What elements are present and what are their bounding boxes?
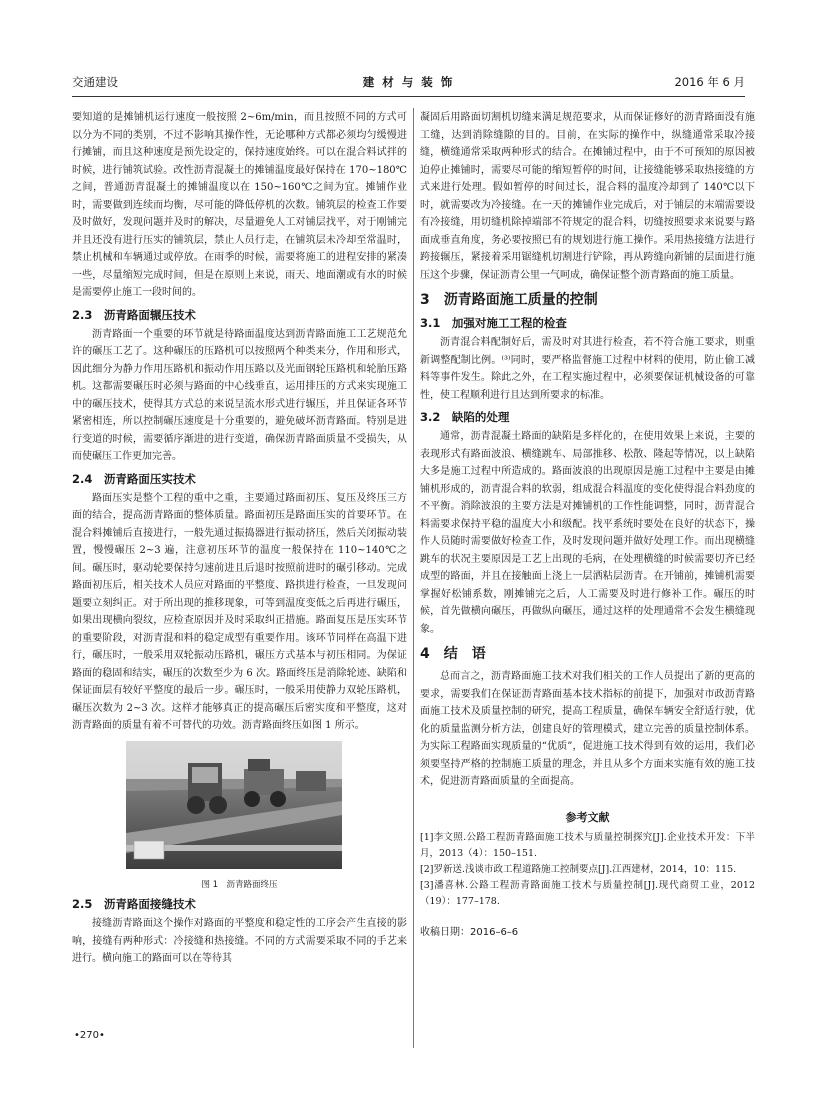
paragraph: 凝固后用路面切割机切缝来满足规范要求，从而保证修好的沥青路面没有施工缝，达到消除缝隙的目的。目前，在实际的操作中，纵缝通常采取冷接缝，横缝通常采取两种形式的结合。在摊铺过程中，由于不可预知的原因被迫停止摊铺时，需要尽可能的缩短暂停的时间，让接缝能够采取热接缝的方式来进行处理。假如暂停的时间过长，混合料的温度冷却到了 140℃以下时，就需要改为冷接缝。在一天的摊铺作业完成后，对于铺层的末端需要设有冷接缝，用切缝机除掉端部不符规定的混合料，切缝按照要求来说要与路面成垂直角度，务必要按照已有的规划进行施工操作。采用热接缝方法进行跨接辗压，紧接着采用锯缝机切割进行铲除，再从跨缝向新铺的层面进行施压这个步骤，保证沥青公里一气呵成，确保证整个沥青路面的施工质量。 [420,112,755,281]
paragraph: 路面压实是整个工程的重中之重，主要通过路面初压、复压及终压三方面的结合，提高沥青路面的整体质量。路面初压是路面压实的首要环节。在混合料摊铺后直接进行，一般先通过振捣器进行振动挤压，然后关闭振动装置，慢慢碾压 2~3 遍，注意初压环节的温度一般保持在 110~140℃之间。碾压时，驱动轮要保持匀速前进且后退时按照前进时的碾引移动。完成路面初压后，相关技术人员应对路面的平整度、路拱进行检查，一旦发现问题要立刻纠正。对于所出现的推移现象，可等到温度变低之后再进行碾压，如果出现横向裂纹，应检查原因并及时采取纠正措施。路面复压是压实环节的重要阶段，对沥青混和料的稳定成型有重要作用。该环节同样在高温下进行，碾压时，一般采用双轮振动压路机，碾压方式基本与初压相同。为保证路面的稳固和结实，碾压的次数至少为 6 次。路面终压是消除轮迹、缺陷和保证面层有较好平整度的最后一步。碾压时，一般采用使静力双轮压路机，碾压次数为 2~3 次。这样才能够真正的提高碾压后密实度和平整度，这对沥青路面的质量有着不可替代的功效。沥青路面终压如图 1 所示。 [72,492,407,731]
figure-asphalt-compaction-photo [126,741,342,869]
section-heading-3: 3 沥青路面施工质量的控制 [420,292,598,308]
paragraph: 沥青混合料配制好后，需及时对其进行检查，若不符合施工要求，则重新调整配制比例。⁽³⁾同时，要严格监督施工过程中材料的使用，防止偷工减料等事件发生。除此之外，在工程实施过程中，必须要保证机械设备的可靠性，使工程顺利进行且达到所要求的标准。 [420,337,755,401]
section-heading-2-3: 2.3 沥青路面辗压技术 [72,307,196,322]
section-heading-3-1: 3.1 加强对施工工程的检查 [420,316,567,330]
journal-title: 建 材 与 装 饰 [362,75,455,89]
reference-item: [1]李文照.公路工程沥青路面施工技术与质量控制探究[J].企业技术开发：下半月，2013（4）：150–151. [420,832,755,859]
issue-date: 2016 年 6 月 [674,75,745,89]
figure-caption: 图 1 沥青路面终压 [201,880,278,890]
column-divider [413,108,414,1048]
section-heading-3-2: 3.2 缺陷的处理 [420,410,510,424]
reference-item: [2]罗新送.浅谈市政工程道路施工控制要点[J].江西建材，2014，10：115. [420,864,737,875]
paragraph: 总而言之，沥青路面施工技术对我们相关的工作人员提出了新的更高的要求，需要我们在保证沥青路面基本技术指标的前提下，加强对市政沥青路面施工技术及质量控制的研究，提高工程质量，确保车辆安全舒适行驶，优化的质量监测分析方法，创建良好的管理模式，建立完善的质量控制体系。为实际工程路面实现质量的“优质”，促进施工技术得到有效的运用，我们必须要坚持严格的控制施工质量的理念，并且从多个方面来实施有效的施工技术，促进沥青路面质量的全面提高。 [420,671,755,787]
paragraph: 通常，沥青混凝土路面的缺陷是多样化的，在使用效果上来说，主要的表现形式有路面波浪、横缝跳车、局部推移、松散、隆起等情况，以上缺陷大多是施工过程中所造成的。路面波浪的出现原因是施工过程中主要是由摊铺机形成的，沥青混合料的软弱，组成混合料温度的变化使得混合料劲度的不平衡。消除波浪的主要方法是对摊铺机的工作性能调整，同时，沥青混合料需要求保持平稳的温度大小和级配。找平系统时要处在良好的状态下，操作人员随时需要做好检查工作，及时发现问题并做好处理工作。而出现横缝跳车的状况主要原因是工艺上出现的毛病，在处理横缝的时候需要切齐已经成型的路面，并且在接触面上浇上一层洒粘层沥青。在开铺前，摊铺机需要掌握好松铺系数，刚摊铺完之后，人工需要及时进行修补工作。碾压的时候，首先做横向碾压，再做纵向碾压，通过这样的处理通常不会发生横缝现象。 [420,431,755,635]
paragraph: 接缝沥青路面这个操作对路面的平整度和稳定性的工序会产生直接的影响，接缝有两种形式：冷接缝和热接缝。不同的方式需要采取不同的手艺来进行。横向施工的路面可以在等待其 [72,918,407,964]
running-header [72,70,745,97]
section-heading-2-5: 2.5 沥青路面接缝技术 [72,897,196,911]
references-title: 参考文献 [565,810,610,824]
paragraph: 沥青路面一个重要的环节就是待路面温度达到沥青路面施工工艺规范允许的碾压工艺了。这种碾压的压路机可以按照两个种类来分，作用和形式，因此细分为静力作用压路机和振动作用压路以及光面钢轮压路机和轮胎压路机。这都需要碾压时必须与路面的中心线垂直，运用排压的方式来实现施工中的碾压技术，使得其方式总的来说呈流水形式进行辗压，并且保证各环节紧密相连，所以控制碾压速度是十分重要的，避免破坏沥青路面。特别是进行变道的时候，需要循序渐进的进行变道，确保沥青路面质量不受损失，从而使碾压工作更加完善。 [72,328,407,462]
right-column [420,109,755,942]
left-column [72,109,407,968]
section-heading-4: 4 结 语 [420,646,486,662]
journal-section: 交通建设 [72,75,118,89]
reference-item: [3]潘喜林.公路工程沥青路面施工技术与质量控制[J].现代商贸工业，2012（19）：177–178. [420,880,755,907]
page-number: •270• [74,1030,105,1041]
section-heading-2-4: 2.4 沥青路面压实技术 [72,471,196,486]
paragraph: 要知道的是摊铺机运行速度一般按照 2~6m/min，而且按照不同的方式可以分为不同的类别，不过不影响其操作性，无论哪种方式都必须均匀缓慢进行摊铺，而且这种速度是预先设定的，保持速度始终。可以在混合料试拌的时候，进行铺筑试验。改性沥青混凝土的摊铺温度最好保持在 170~180℃之间，普通沥青混凝土的摊铺温度以在 150~160℃之间为宜。摊铺作业时，需要做到连续而均衡，尽可能的降低停机的次数。铺筑层的检查工作要及时做好，发现问题并及时的解决，尽量避免人工对铺层找平，对于刚铺完并且还没有进行压实的铺筑层，禁止人员行走，在铺筑层未冷却至常温时，禁止机械和车辆通过或停放。在雨季的时候，需要将施工的进程安排的紧凑一些，尽量缩短完成时间，但是在原则上来说，雨天、地面潮或有水的时候是需要停止施工一段时间的。 [72,112,407,298]
received-date: 收稿日期：2016–6–6 [420,927,519,938]
